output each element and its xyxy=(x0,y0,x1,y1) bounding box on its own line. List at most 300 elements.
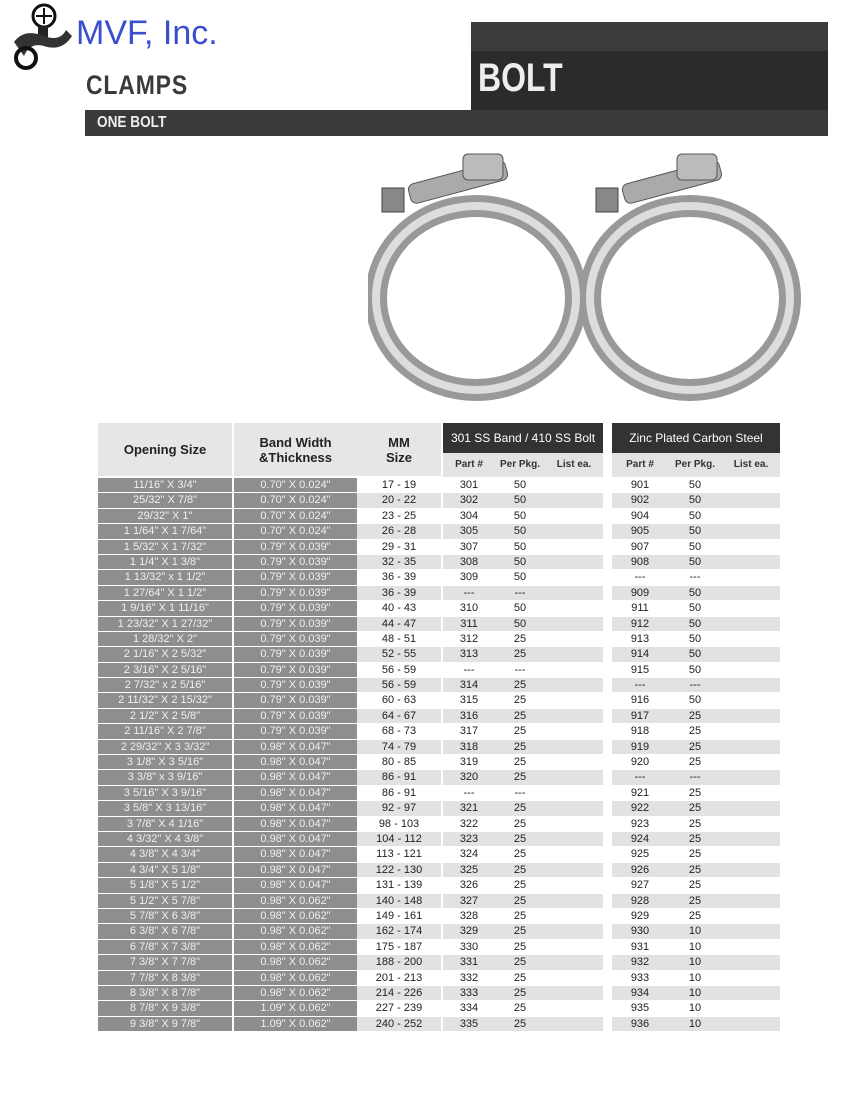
cell-mm-size: 20 - 22 xyxy=(357,493,441,507)
cell-ss-list-price xyxy=(545,755,603,769)
cell-ss-per-pkg: 25 xyxy=(513,940,527,953)
cell-ss-list-price xyxy=(545,1001,603,1015)
cell-band-width: 0.79" X 0.039" xyxy=(234,647,357,661)
cell-zinc-part-number: 929 xyxy=(630,909,650,922)
cell-opening-size: 4 3/8" X 4 3/4" xyxy=(98,847,232,861)
cell-zinc-list-price xyxy=(722,786,780,800)
cell-mm-size: 240 - 252 xyxy=(357,1017,441,1031)
cell-mm-size: 104 - 112 xyxy=(357,832,441,846)
cell-zinc-per-pkg: 25 xyxy=(688,879,702,892)
cell-band-width: 0.98" X 0.062" xyxy=(234,940,357,954)
cell-band-width: 0.98" X 0.047" xyxy=(234,740,357,754)
cell-ss-list-price xyxy=(545,878,603,892)
cell-mm-size: 188 - 200 xyxy=(357,955,441,969)
cell-zinc-part-number: 904 xyxy=(630,509,650,522)
cell-mm-size: 131 - 139 xyxy=(375,879,423,892)
cell-ss-per-pkg: 50 xyxy=(513,571,527,584)
cell-ss-per-pkg: 25 xyxy=(513,694,527,707)
cell-mm-size: 36 - 39 xyxy=(357,586,441,600)
cell-mm-size: 227 - 239 xyxy=(375,1002,423,1015)
cell-ss-list-price xyxy=(545,1017,603,1031)
cell-ss-per-pkg: 50 xyxy=(513,509,527,522)
page-title: BOLT xyxy=(478,56,563,100)
zinc-clamp-image xyxy=(582,148,802,408)
cell-mm-size: 29 - 31 xyxy=(381,540,417,553)
cell-band-width: 0.98" X 0.062" xyxy=(234,909,357,923)
cell-zinc-per-pkg: 25 xyxy=(668,894,722,908)
cell-ss-list-price xyxy=(545,586,603,600)
cell-mm-size: 17 - 19 xyxy=(381,479,417,491)
header-zinc-pkg: Per Pkg. xyxy=(668,453,722,477)
cell-ss-list-price xyxy=(545,509,603,523)
cell-mm-size: 48 - 51 xyxy=(381,632,417,645)
cell-ss-part-number: 334 xyxy=(459,1002,479,1015)
cell-ss-list-price xyxy=(545,817,603,831)
cell-opening-size: 8 3/8" X 8 7/8" xyxy=(98,986,232,1000)
cell-zinc-part-number: 915 xyxy=(630,663,650,676)
cell-band-width: 0.98" X 0.047" xyxy=(234,786,357,800)
valve-logo-icon xyxy=(8,2,74,72)
cell-zinc-part-number: 931 xyxy=(630,940,650,953)
cell-zinc-part-number: 914 xyxy=(612,647,668,661)
cell-zinc-list-price xyxy=(722,570,780,584)
cell-band-width: 1.09" X 0.062" xyxy=(234,1001,357,1015)
cell-zinc-part-number: 920 xyxy=(630,756,650,769)
cell-opening-size: 1 28/32" X 2" xyxy=(98,632,232,646)
cell-ss-per-pkg: 25 xyxy=(513,848,527,861)
cell-ss-part-number: 328 xyxy=(459,909,479,922)
cell-ss-per-pkg: 25 xyxy=(495,770,545,784)
cell-zinc-list-price xyxy=(722,709,780,723)
cell-ss-part-number: 326 xyxy=(459,879,479,892)
cell-ss-per-pkg: --- xyxy=(495,586,545,600)
cell-ss-part-number: 307 xyxy=(459,540,479,553)
cell-band-width: 0.98" X 0.062" xyxy=(234,955,357,969)
cell-ss-part-number: 331 xyxy=(443,955,495,969)
cell-ss-list-price xyxy=(545,647,603,661)
cell-ss-per-pkg: 25 xyxy=(495,647,545,661)
cell-mm-size: 140 - 148 xyxy=(357,894,441,908)
cell-ss-per-pkg: 50 xyxy=(513,479,527,491)
cell-zinc-list-price xyxy=(722,894,780,908)
category-title: CLAMPS xyxy=(86,70,188,100)
cell-ss-part-number: 323 xyxy=(443,832,495,846)
cell-ss-part-number: 314 xyxy=(443,678,495,692)
cell-mm-size: 56 - 59 xyxy=(381,663,417,676)
cell-mm-size: 74 - 79 xyxy=(357,740,441,754)
cell-band-width: 0.98" X 0.047" xyxy=(234,847,357,861)
cell-band-width: 0.79" X 0.039" xyxy=(234,617,357,631)
cell-zinc-list-price xyxy=(722,924,780,938)
cell-zinc-part-number: 902 xyxy=(612,493,668,507)
cell-zinc-per-pkg: 50 xyxy=(688,632,702,645)
header-ss-part: Part # xyxy=(443,453,495,477)
cell-ss-per-pkg: 50 xyxy=(513,602,527,615)
cell-ss-part-number: 319 xyxy=(459,756,479,769)
cell-ss-part-number: 320 xyxy=(443,770,495,784)
cell-band-width: 0.79" X 0.039" xyxy=(234,570,357,584)
cell-zinc-per-pkg: 50 xyxy=(688,540,702,553)
cell-zinc-part-number: 907 xyxy=(630,540,650,553)
cell-zinc-part-number: 917 xyxy=(612,709,668,723)
header-zinc-list: List ea. xyxy=(722,453,780,477)
cell-ss-per-pkg: 25 xyxy=(495,801,545,815)
cell-band-width: 0.79" X 0.039" xyxy=(234,709,357,723)
cell-opening-size: 1 1/64" X 1 7/64" xyxy=(98,524,232,538)
cell-zinc-per-pkg: 50 xyxy=(668,524,722,538)
cell-ss-part-number: 308 xyxy=(443,555,495,569)
cell-ss-per-pkg: 50 xyxy=(513,540,527,553)
cell-zinc-per-pkg: 10 xyxy=(668,986,722,1000)
cell-ss-list-price xyxy=(545,986,603,1000)
cell-band-width: 0.98" X 0.062" xyxy=(234,924,357,938)
cell-zinc-list-price xyxy=(722,724,780,738)
cell-zinc-list-price xyxy=(722,863,780,877)
cell-ss-per-pkg: 25 xyxy=(495,955,545,969)
cell-band-width: 0.98" X 0.047" xyxy=(234,801,357,815)
cell-zinc-part-number: 919 xyxy=(612,740,668,754)
cell-opening-size: 3 3/8" x 3 9/16" xyxy=(98,770,232,784)
cell-zinc-part-number: 927 xyxy=(630,879,650,892)
cell-zinc-list-price xyxy=(722,601,780,615)
cell-ss-part-number: 315 xyxy=(459,694,479,707)
cell-band-width: 0.79" X 0.039" xyxy=(234,724,357,738)
cell-ss-part-number: --- xyxy=(443,586,495,600)
cell-mm-size: 86 - 91 xyxy=(357,770,441,784)
cell-zinc-list-price xyxy=(722,509,780,523)
cell-zinc-part-number: 933 xyxy=(630,971,650,984)
cell-zinc-list-price xyxy=(722,540,780,554)
cell-ss-part-number: 318 xyxy=(443,740,495,754)
cell-mm-size: 162 - 174 xyxy=(357,924,441,938)
cell-mm-size: 80 - 85 xyxy=(381,756,417,769)
cell-band-width: 0.98" X 0.062" xyxy=(234,894,357,908)
cell-opening-size: 6 3/8" X 6 7/8" xyxy=(98,924,232,938)
cell-zinc-list-price xyxy=(722,663,780,677)
cell-opening-size: 2 1/2" X 2 5/8" xyxy=(98,709,232,723)
cell-opening-size: 6 7/8" X 7 3/8" xyxy=(98,940,232,954)
cell-opening-size: 9 3/8" X 9 7/8" xyxy=(98,1017,232,1031)
cell-mm-size: 60 - 63 xyxy=(381,694,417,707)
cell-zinc-per-pkg: 50 xyxy=(688,479,702,491)
cell-zinc-part-number: 912 xyxy=(612,617,668,631)
cell-zinc-part-number: 921 xyxy=(630,786,650,799)
cell-zinc-list-price xyxy=(722,909,780,923)
cell-ss-per-pkg: 25 xyxy=(513,817,527,830)
cell-zinc-list-price xyxy=(722,847,780,861)
cell-zinc-per-pkg: 10 xyxy=(668,924,722,938)
cell-zinc-per-pkg: 50 xyxy=(668,493,722,507)
cell-zinc-list-price xyxy=(722,740,780,754)
cell-zinc-per-pkg: 50 xyxy=(688,663,702,676)
cell-band-width: 0.98" X 0.047" xyxy=(234,832,357,846)
cell-zinc-list-price xyxy=(722,1017,780,1031)
cell-zinc-list-price xyxy=(722,801,780,815)
cell-zinc-part-number: 909 xyxy=(612,586,668,600)
cell-ss-list-price xyxy=(545,724,603,738)
cell-mm-size: 92 - 97 xyxy=(357,801,441,815)
cell-opening-size: 1 23/32" X 1 27/32" xyxy=(98,617,232,631)
cell-ss-part-number: --- xyxy=(463,663,475,676)
cell-zinc-list-price xyxy=(722,940,780,954)
cell-band-width: 0.98" X 0.062" xyxy=(234,986,357,1000)
cell-ss-part-number: 305 xyxy=(443,524,495,538)
cell-zinc-part-number: 922 xyxy=(612,801,668,815)
cell-ss-part-number: 310 xyxy=(459,602,479,615)
header-ss-pkg: Per Pkg. xyxy=(495,453,545,477)
cell-zinc-list-price xyxy=(722,817,780,831)
cell-opening-size: 5 1/8" X 5 1/2" xyxy=(98,878,232,892)
cell-band-width: 0.79" X 0.039" xyxy=(234,586,357,600)
cell-zinc-part-number: 936 xyxy=(612,1017,668,1031)
cell-zinc-list-price xyxy=(722,955,780,969)
cell-opening-size: 4 3/4" X 5 1/8" xyxy=(98,863,232,877)
cell-zinc-per-pkg: 50 xyxy=(668,555,722,569)
cell-ss-list-price xyxy=(545,832,603,846)
cell-band-width: 0.70" X 0.024" xyxy=(234,524,357,538)
cell-band-width: 0.70" X 0.024" xyxy=(234,493,357,507)
header-zinc-part: Part # xyxy=(612,453,668,477)
cell-zinc-per-pkg: 50 xyxy=(668,647,722,661)
cell-band-width: 1.09" X 0.062" xyxy=(234,1017,357,1031)
cell-ss-part-number: 302 xyxy=(443,493,495,507)
cell-zinc-part-number: --- xyxy=(612,770,668,784)
cell-ss-list-price xyxy=(545,540,603,554)
cell-ss-part-number: 317 xyxy=(459,725,479,738)
cell-zinc-part-number: 935 xyxy=(630,1002,650,1015)
cell-opening-size: 25/32" X 7/8" xyxy=(98,493,232,507)
cell-mm-size: 26 - 28 xyxy=(357,524,441,538)
cell-zinc-per-pkg: 25 xyxy=(668,863,722,877)
cell-opening-size: 3 5/16" X 3 9/16" xyxy=(98,786,232,800)
cell-opening-size: 4 3/32" X 4 3/8" xyxy=(98,832,232,846)
cell-mm-size: 32 - 35 xyxy=(357,555,441,569)
cell-zinc-per-pkg: 50 xyxy=(668,617,722,631)
cell-zinc-part-number: 905 xyxy=(612,524,668,538)
cell-zinc-list-price xyxy=(722,493,780,507)
cell-ss-part-number: 329 xyxy=(443,924,495,938)
cell-opening-size: 1 9/16" X 1 11/16" xyxy=(98,601,232,615)
cell-ss-list-price xyxy=(545,740,603,754)
cell-ss-list-price xyxy=(545,801,603,815)
cell-zinc-part-number: 913 xyxy=(630,632,650,645)
cell-zinc-part-number: 932 xyxy=(612,955,668,969)
cell-ss-list-price xyxy=(545,693,603,707)
cell-zinc-per-pkg: --- xyxy=(668,678,722,692)
cell-mm-size: 86 - 91 xyxy=(381,786,417,799)
cell-zinc-part-number: 934 xyxy=(612,986,668,1000)
cell-band-width: 0.98" X 0.047" xyxy=(234,770,357,784)
cell-opening-size: 2 1/16" X 2 5/32" xyxy=(98,647,232,661)
cell-opening-size: 3 1/8" X 3 5/16" xyxy=(98,755,232,769)
cell-zinc-part-number: --- xyxy=(612,678,668,692)
cell-opening-size: 1 27/64" X 1 1/2" xyxy=(98,586,232,600)
cell-zinc-list-price xyxy=(722,986,780,1000)
cell-ss-per-pkg: 25 xyxy=(495,1017,545,1031)
cell-ss-part-number: 304 xyxy=(459,509,479,522)
cell-ss-list-price xyxy=(545,940,603,954)
cell-zinc-part-number: 901 xyxy=(630,479,650,491)
cell-ss-per-pkg: 25 xyxy=(495,740,545,754)
cell-ss-per-pkg: 50 xyxy=(495,493,545,507)
subtitle: ONE BOLT xyxy=(97,114,167,131)
cell-ss-per-pkg: 25 xyxy=(513,725,527,738)
cell-ss-per-pkg: 25 xyxy=(513,909,527,922)
cell-ss-per-pkg: 25 xyxy=(513,632,527,645)
cell-ss-list-price xyxy=(545,770,603,784)
cell-zinc-per-pkg: 25 xyxy=(688,817,702,830)
cell-zinc-list-price xyxy=(722,632,780,646)
cell-zinc-per-pkg: 50 xyxy=(688,602,702,615)
cell-zinc-list-price xyxy=(722,586,780,600)
cell-band-width: 0.79" X 0.039" xyxy=(234,555,357,569)
cell-zinc-list-price xyxy=(722,693,780,707)
cell-zinc-part-number: 926 xyxy=(612,863,668,877)
cell-ss-part-number: 324 xyxy=(459,848,479,861)
cell-ss-part-number: 301 xyxy=(459,479,479,491)
cell-zinc-list-price xyxy=(722,770,780,784)
cell-ss-part-number: 335 xyxy=(443,1017,495,1031)
cell-ss-list-price xyxy=(545,570,603,584)
ss-clamp-image xyxy=(368,148,588,408)
header-zinc-group: Zinc Plated Carbon Steel xyxy=(612,423,780,453)
cell-ss-part-number: 327 xyxy=(443,894,495,908)
cell-mm-size: 68 - 73 xyxy=(381,725,417,738)
cell-ss-list-price xyxy=(545,955,603,969)
cell-zinc-part-number: 925 xyxy=(630,848,650,861)
cell-ss-list-price xyxy=(545,663,603,677)
cell-ss-list-price xyxy=(545,493,603,507)
cell-ss-list-price xyxy=(545,924,603,938)
header-mm-size: MM Size xyxy=(357,423,441,476)
cell-opening-size: 2 29/32" X 3 3/32" xyxy=(98,740,232,754)
cell-zinc-per-pkg: 50 xyxy=(668,586,722,600)
cell-mm-size: 201 - 213 xyxy=(375,971,423,984)
cell-zinc-per-pkg: 25 xyxy=(668,832,722,846)
cell-mm-size: 214 - 226 xyxy=(357,986,441,1000)
cell-zinc-per-pkg: --- xyxy=(689,571,701,584)
cell-ss-list-price xyxy=(545,709,603,723)
brand-name: MVF, Inc. xyxy=(76,14,218,52)
cell-band-width: 0.79" X 0.039" xyxy=(234,540,357,554)
cell-ss-per-pkg: 50 xyxy=(495,524,545,538)
header-band-width: Band Width &Thickness xyxy=(234,423,357,476)
cell-mm-size: 36 - 39 xyxy=(381,571,417,584)
cell-zinc-list-price xyxy=(722,617,780,631)
cell-band-width: 0.79" X 0.039" xyxy=(234,663,357,677)
cell-band-width: 0.79" X 0.039" xyxy=(234,693,357,707)
cell-mm-size: 44 - 47 xyxy=(357,617,441,631)
cell-ss-per-pkg: --- xyxy=(514,786,526,799)
cell-zinc-per-pkg: 25 xyxy=(668,740,722,754)
cell-zinc-per-pkg: 10 xyxy=(688,971,702,984)
cell-ss-per-pkg: 25 xyxy=(495,863,545,877)
cell-zinc-part-number: --- xyxy=(634,571,646,584)
cell-opening-size: 2 3/16" X 2 5/16" xyxy=(98,663,232,677)
cell-zinc-part-number: 930 xyxy=(612,924,668,938)
cell-zinc-list-price xyxy=(722,647,780,661)
cell-ss-part-number: 322 xyxy=(459,817,479,830)
header-opening-size: Opening Size xyxy=(98,423,232,476)
cell-opening-size: 1 13/32" x 1 1/2" xyxy=(98,570,232,584)
cell-zinc-part-number: 916 xyxy=(630,694,650,707)
cell-ss-part-number: 311 xyxy=(443,617,495,631)
cell-ss-list-price xyxy=(545,478,603,492)
header-ss-group: 301 SS Band / 410 SS Bolt xyxy=(443,423,603,453)
cell-ss-list-price xyxy=(545,863,603,877)
cell-ss-per-pkg: 25 xyxy=(513,971,527,984)
cell-ss-list-price xyxy=(545,632,603,646)
cell-zinc-list-price xyxy=(722,524,780,538)
cell-zinc-list-price xyxy=(722,555,780,569)
cell-zinc-list-price xyxy=(722,971,780,985)
cell-opening-size: 2 11/32" X 2 15/32" xyxy=(98,693,232,707)
cell-opening-size: 29/32" X 1" xyxy=(98,509,232,523)
cell-ss-per-pkg: 25 xyxy=(513,756,527,769)
cell-ss-per-pkg: 25 xyxy=(513,1002,527,1015)
cell-band-width: 0.98" X 0.047" xyxy=(234,863,357,877)
cell-zinc-per-pkg: 25 xyxy=(688,909,702,922)
cell-zinc-per-pkg: 10 xyxy=(668,955,722,969)
cell-zinc-per-pkg: 10 xyxy=(668,1017,722,1031)
cell-mm-size: 52 - 55 xyxy=(357,647,441,661)
cell-ss-list-price xyxy=(545,847,603,861)
cell-mm-size: 175 - 187 xyxy=(375,940,423,953)
cell-opening-size: 3 5/8" X 3 13/16" xyxy=(98,801,232,815)
cell-band-width: 0.98" X 0.047" xyxy=(234,817,357,831)
cell-mm-size: 122 - 130 xyxy=(357,863,441,877)
cell-band-width: 0.79" X 0.039" xyxy=(234,632,357,646)
cell-band-width: 0.98" X 0.062" xyxy=(234,971,357,985)
cell-ss-per-pkg: --- xyxy=(514,663,526,676)
cell-ss-per-pkg: 25 xyxy=(495,678,545,692)
cell-band-width: 0.70" X 0.024" xyxy=(234,478,357,492)
cell-zinc-part-number: 928 xyxy=(612,894,668,908)
cell-ss-part-number: --- xyxy=(463,786,475,799)
cell-zinc-list-price xyxy=(722,1001,780,1015)
cell-zinc-per-pkg: 10 xyxy=(688,1002,702,1015)
cell-mm-size: 56 - 59 xyxy=(357,678,441,692)
cell-ss-list-price xyxy=(545,524,603,538)
cell-mm-size: 113 - 121 xyxy=(376,848,422,861)
cell-zinc-part-number: 924 xyxy=(612,832,668,846)
cell-ss-part-number: 316 xyxy=(443,709,495,723)
cell-opening-size: 3 7/8" X 4 1/16" xyxy=(98,817,232,831)
subtitle-bar xyxy=(85,110,828,136)
cell-ss-list-price xyxy=(545,786,603,800)
cell-ss-list-price xyxy=(545,971,603,985)
cell-zinc-per-pkg: 10 xyxy=(688,940,702,953)
cell-ss-part-number: 313 xyxy=(443,647,495,661)
cell-zinc-per-pkg: 50 xyxy=(688,694,702,707)
cell-zinc-per-pkg: 25 xyxy=(688,786,702,799)
cell-ss-list-price xyxy=(545,555,603,569)
cell-mm-size: 64 - 67 xyxy=(357,709,441,723)
cell-ss-per-pkg: 25 xyxy=(495,986,545,1000)
cell-mm-size: 40 - 43 xyxy=(381,602,417,615)
cell-zinc-per-pkg: --- xyxy=(668,770,722,784)
cell-zinc-per-pkg: 25 xyxy=(688,725,702,738)
cell-zinc-part-number: 923 xyxy=(630,817,650,830)
cell-ss-part-number: 330 xyxy=(459,940,479,953)
cell-opening-size: 8 7/8" X 9 3/8" xyxy=(98,1001,232,1015)
cell-ss-part-number: 309 xyxy=(459,571,479,584)
cell-band-width: 0.79" X 0.039" xyxy=(234,678,357,692)
cell-band-width: 0.70" X 0.024" xyxy=(234,509,357,523)
cell-ss-part-number: 325 xyxy=(443,863,495,877)
cell-ss-per-pkg: 25 xyxy=(495,924,545,938)
cell-mm-size: 98 - 103 xyxy=(378,817,420,830)
